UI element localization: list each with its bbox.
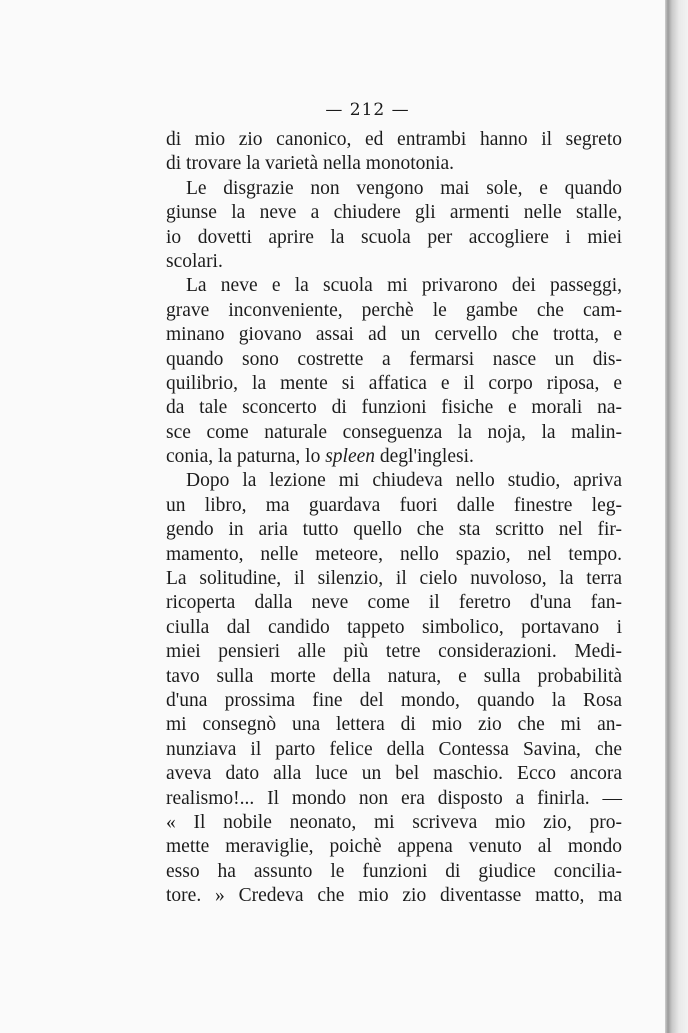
text-line: mi consegnò una lettera di mio zio che mi an- (166, 714, 622, 736)
text-line: nunziava il parto felice della Contessa Savina, che (166, 738, 622, 760)
text-line: da tale sconcerto di funzioni fisiche e morali na- (166, 397, 622, 419)
text-line: quilibrio, la mente si affatica e il corpo riposa, e (166, 372, 622, 394)
text-line: « Il nobile neonato, mi scriveva mio zio, pro- (166, 811, 622, 833)
text-line: grave inconveniente, perchè le gambe che cam- (166, 299, 622, 321)
text-line: ciulla dal candido tappeto simbolico, portavano i (166, 616, 622, 638)
text-line: esso ha assunto le funzioni di giudice concilia- (166, 860, 622, 882)
text-line: conia, la paturna, lo spleen degl'inglesi. (166, 446, 474, 468)
text-line: Dopo la lezione mi chiudeva nello studio, apriva (186, 470, 622, 492)
text-line: di mio zio canonico, ed entrambi hanno il segreto (166, 129, 622, 150)
text-line: minano giovano assai ad un cervello che trotta, e (166, 324, 622, 346)
text-line: miei pensieri alle più tetre considerazioni. Medi- (166, 641, 622, 663)
text-line: gendo in aria tutto quello che sta scritto nel fir- (166, 519, 622, 541)
text-line: realismo!... Il mondo non era disposto a finirla. — (166, 787, 622, 809)
text-line: La solitudine, il silenzio, il cielo nuvoloso, la terra (166, 568, 622, 590)
text-line: io dovetti aprire la scuola per accogliere i miei (166, 226, 622, 248)
text-line: giunse la neve a chiudere gli armenti nelle stalle, (166, 202, 622, 224)
page-edge (665, 0, 688, 1033)
text-line: aveva dato alla luce un bel maschio. Ecco ancora (166, 763, 622, 785)
text-line: Le disgrazie non vengono mai sole, e quando (186, 177, 622, 199)
italic-word: spleen (325, 446, 376, 468)
text-line: tavo sulla morte della natura, e sulla probabilità (166, 665, 622, 687)
text-line: mamento, nelle meteore, nello spazio, nel tempo. (166, 543, 622, 565)
text-line: quando sono costrette a fermarsi nasce un dis- (166, 348, 622, 370)
text-line: un libro, ma guardava fuori dalle finestre leg- (166, 494, 622, 516)
body-text (166, 128, 622, 909)
text-line: mette meraviglie, poichè appena venuto al mondo (166, 836, 622, 858)
text-line: tore. » Credeva che mio zio diventasse matto, ma (166, 885, 622, 907)
text-line: scolari. (166, 250, 223, 272)
text-line: La neve e la scuola mi privarono dei passeggi, (186, 275, 622, 297)
text-line: ricoperta dalla neve come il feretro d'una fan- (166, 592, 622, 614)
text-line: di trovare la varietà nella monotonia. (166, 153, 455, 175)
page-number: — 212 — (325, 100, 410, 120)
text-line: sce come naturale conseguenza la noja, la malin- (166, 421, 622, 443)
text-line: d'una prossima fine del mondo, quando la Rosa (166, 689, 622, 711)
